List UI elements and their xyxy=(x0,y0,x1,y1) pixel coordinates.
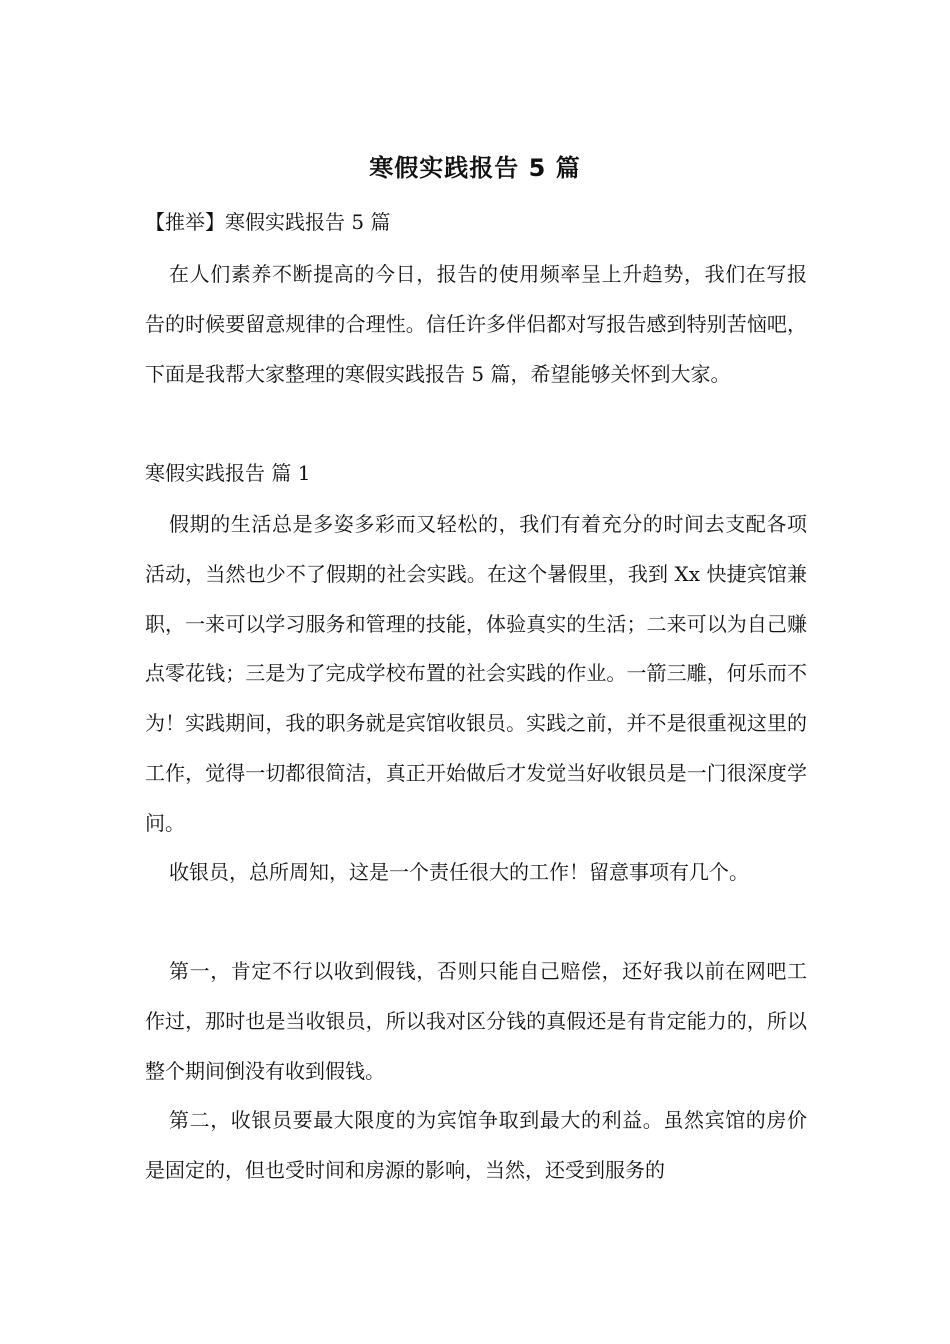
body-paragraph-4: 第二，收银员要最大限度的为宾馆争取到最大的利益。虽然宾馆的房价是固定的，但也受时间和房源的影响，当然，还受到服务的 xyxy=(145,1108,807,1182)
document-title: 寒假实践报告 5 篇 xyxy=(369,154,581,182)
document-subtitle: 【推举】寒假实践报告 5 篇 xyxy=(145,210,391,234)
intro-paragraph: 在人们素养不断提高的今日，报告的使用频率呈上升趋势，我们在写报告的时候要留意规律的合理性。信任许多伴侣都对写报告感到特别苦恼吧，下面是我帮大家整理的寒假实践报告 5 篇，希望能够关怀到大家。 xyxy=(145,262,807,386)
body-paragraph-3: 第一，肯定不行以收到假钱，否则只能自己赔偿，还好我以前在网吧工作过，那时也是当收银员，所以我对区分钱的真假还是有肯定能力的，所以整个期间倒没有收到假钱。 xyxy=(145,959,807,1083)
body-paragraph-1: 假期的生活总是多姿多彩而又轻松的，我们有着充分的时间去支配各项活动，当然也少不了假期的社会实践。在这个暑假里，我到 Xx 快捷宾馆兼职，一来可以学习服务和管理的技能，体验真实的生活；二来可以为自己赚点零花钱；三是为了完成学校布置的社会实践的作业。一箭三雕，何乐而不为！实践期间，我的职务就是宾馆收银员。实践之前，并不是很重视这里的工作，觉得一切都很简洁，真正开始做后才发觉当好收银员是一门很深度学问。 xyxy=(145,512,807,835)
body-paragraph-2: 收银员，总所周知，这是一个责任很大的工作！留意事项有几个。 xyxy=(169,860,749,884)
section-heading: 寒假实践报告 篇 1 xyxy=(145,461,311,485)
